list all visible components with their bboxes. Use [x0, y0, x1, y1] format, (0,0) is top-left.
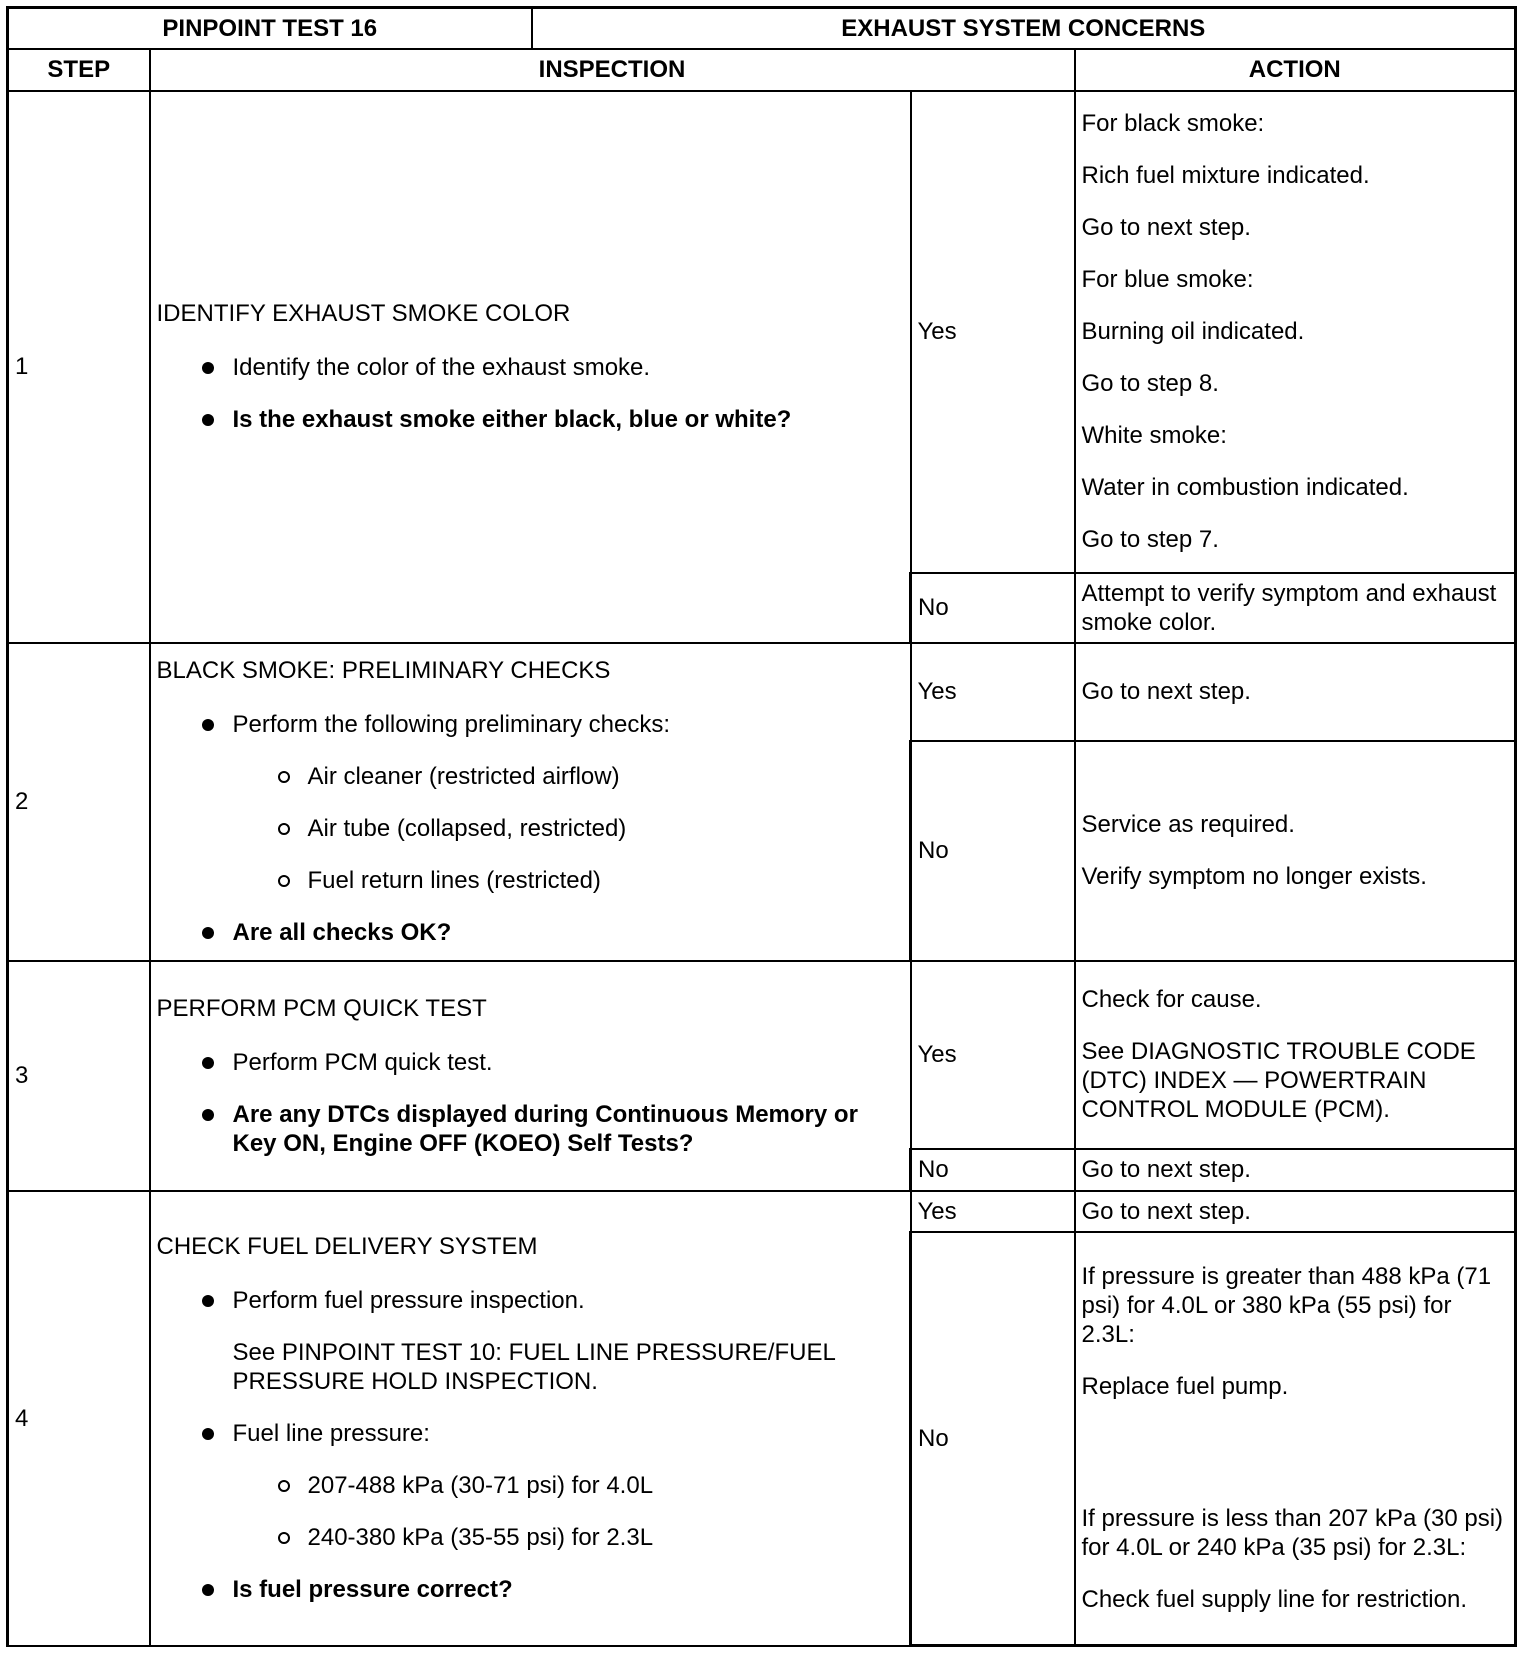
- step-1-bullet: Identify the color of the exhaust smoke.: [157, 353, 904, 382]
- step-1-number: 1: [8, 91, 150, 643]
- step-4-inspection: [150, 1191, 911, 1646]
- step-2-no-action: [1075, 741, 1516, 961]
- step-2-inspection: [150, 643, 911, 961]
- test-title: EXHAUST SYSTEM CONCERNS: [532, 8, 1516, 49]
- step-1-yes-label: Yes: [911, 91, 1075, 573]
- step-1-yes-action-line: Water in combustion indicated.: [1081, 474, 1409, 501]
- step-2-yes-label: Yes: [911, 643, 1075, 741]
- step-2-title: BLACK SMOKE: PRELIMINARY CHECKS: [156, 657, 611, 684]
- step-3-yes-action-line: Check for cause.: [1081, 986, 1262, 1013]
- step-3-title: PERFORM PCM QUICK TEST: [156, 994, 487, 1022]
- step-3-yes-label: Yes: [911, 961, 1075, 1149]
- step-4-yes-label: Yes: [911, 1191, 1075, 1232]
- step-4-bullet: Fuel line pressure:: [157, 1419, 904, 1448]
- step-1-yes-action-line: For black smoke:: [1081, 110, 1265, 137]
- step-3-inspection: [150, 961, 911, 1191]
- step-2-row: [8, 643, 1516, 741]
- step-3-yes-action: [1075, 961, 1516, 1149]
- step-2-question: Are all checks OK?: [157, 918, 904, 947]
- column-header-action: ACTION: [1075, 49, 1516, 91]
- step-4-yes-action: Go to next step.: [1075, 1191, 1516, 1232]
- step-1-title: IDENTIFY EXHAUST SMOKE COLOR: [156, 300, 571, 327]
- title-row: [8, 8, 1516, 49]
- step-2-no-action-line: Service as required.: [1081, 811, 1295, 838]
- pinpoint-test-table: [6, 6, 1517, 1647]
- step-4-sub-item: 207-488 kPa (30-71 psi) for 4.0L: [157, 1471, 904, 1500]
- step-4-number: 4: [8, 1191, 150, 1646]
- step-1-yes-action-line: Rich fuel mixture indicated.: [1081, 162, 1370, 189]
- step-4-bullet: Perform fuel pressure inspection.: [157, 1286, 904, 1315]
- step-3-question: Are any DTCs displayed during Continuous Memory or Key ON, Engine OFF (KOEO) Self Tests?: [157, 1100, 904, 1158]
- step-4-no-action-spacer: [1082, 1424, 1509, 1504]
- step-3-no-action: Go to next step.: [1075, 1149, 1516, 1191]
- step-4-see-reference: See PINPOINT TEST 10: FUEL LINE PRESSURE/FUEL PRESSURE HOLD INSPECTION.: [232, 1339, 835, 1395]
- step-4-no-action-line: If pressure is less than 207 kPa (30 psi) for 4.0L or 240 kPa (35 psi) for 2.3L:: [1081, 1505, 1504, 1562]
- step-1-yes-action-line: Go to next step.: [1081, 214, 1251, 241]
- step-2-yes-action: Go to next step.: [1075, 643, 1516, 741]
- step-1-yes-action-line: Go to step 8.: [1081, 370, 1219, 397]
- step-1-row: [8, 91, 1516, 573]
- step-4-row: [8, 1191, 1516, 1232]
- step-2-no-action-line: Verify symptom no longer exists.: [1081, 863, 1427, 890]
- step-1-yes-action-line: White smoke:: [1081, 422, 1227, 449]
- step-4-no-action-line: Replace fuel pump.: [1081, 1373, 1289, 1401]
- step-1-no-label: No: [911, 573, 1075, 643]
- step-2-bullet: Perform the following preliminary checks:: [157, 710, 904, 739]
- step-4-no-label: No: [911, 1232, 1075, 1646]
- column-header-row: [8, 49, 1516, 91]
- step-3-yes-action-line: See DIAGNOSTIC TROUBLE CODE (DTC) INDEX — POWERTRAIN CONTROL MODULE (PCM).: [1081, 1038, 1476, 1123]
- step-4-no-action-line: If pressure is greater than 488 kPa (71 psi) for 4.0L or 380 kPa (55 psi) for 2.3L:: [1081, 1263, 1492, 1349]
- step-1-yes-action-line: For blue smoke:: [1081, 266, 1254, 293]
- step-4-sub-item: 240-380 kPa (35-55 psi) for 2.3L: [157, 1523, 904, 1552]
- step-1-inspection: [150, 91, 911, 643]
- step-3-number: 3: [8, 961, 150, 1191]
- step-1-yes-action-line: Go to step 7.: [1081, 526, 1219, 553]
- step-4-no-action: [1075, 1232, 1516, 1646]
- test-label: PINPOINT TEST 16: [8, 8, 532, 49]
- step-2-sub-item: Fuel return lines (restricted): [157, 866, 904, 895]
- step-2-sub-item: Air tube (collapsed, restricted): [157, 814, 904, 843]
- step-1-yes-action-line: Burning oil indicated.: [1081, 318, 1305, 345]
- step-3-no-label: No: [911, 1149, 1075, 1191]
- step-1-question: Is the exhaust smoke either black, blue or white?: [157, 405, 904, 434]
- step-2-number: 2: [8, 643, 150, 961]
- step-3-row: [8, 961, 1516, 1149]
- step-1-yes-action: [1075, 91, 1516, 573]
- column-header-step: STEP: [8, 49, 150, 91]
- step-4-no-action-line: Check fuel supply line for restriction.: [1081, 1586, 1467, 1614]
- step-4-question: Is fuel pressure correct?: [157, 1575, 904, 1604]
- step-4-title: CHECK FUEL DELIVERY SYSTEM: [156, 1233, 538, 1260]
- step-1-no-action: Attempt to verify symptom and exhaust smoke color.: [1075, 573, 1516, 643]
- step-2-no-label: No: [911, 741, 1075, 961]
- step-2-sub-item: Air cleaner (restricted airflow): [157, 762, 904, 791]
- step-3-bullet: Perform PCM quick test.: [157, 1048, 904, 1077]
- column-header-inspection: INSPECTION: [150, 49, 1075, 91]
